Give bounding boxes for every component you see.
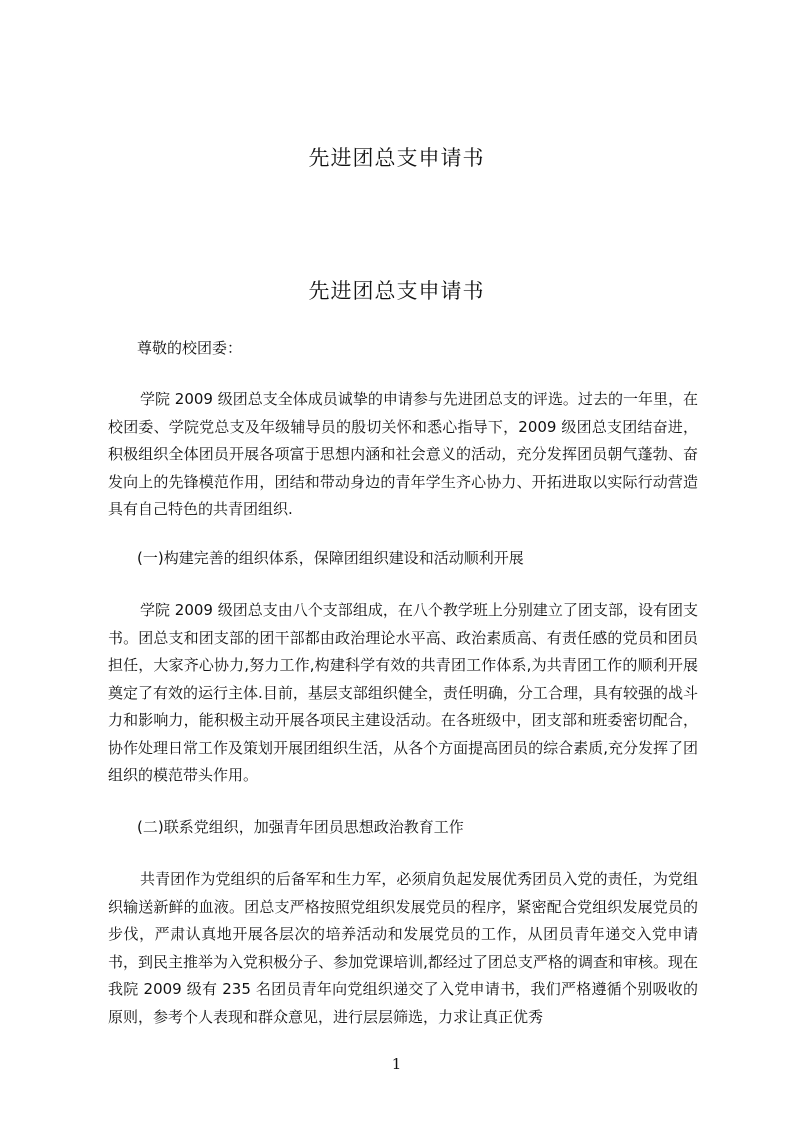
section-heading-2: (二)联系党组织，加强青年团员思想政治教育工作 — [137, 818, 464, 836]
document-title: 先进团总支申请书 — [308, 279, 485, 303]
section-body-1: 学院 2009 级团总支由八个支部组成，在八个教学班上分别建立了团支部，设有团支书。团总支和团支部的团干部都由政治理论水平高、政治素质高、有责任感的党员和团员担任，大家齐心协力,努力工作,构建科学有效的共青团工作体系,为共青团工作的顺利开展奠定了有效的运行主体.目前，基层支部组织健全，责任明确，分工合理，具有较强的战斗力和影响力，能积极主动开展各项民主建设活动。在各班级中，团支部和班委密切配合，协作处理日常工作及策划开展团组织生活，从各个方面提高团员的综合素质,充分发挥了团组织的模范带头作用。 — [108, 601, 698, 784]
cover-title: 先进团总支申请书 — [308, 146, 485, 170]
salutation: 尊敬的校团委： — [137, 339, 243, 357]
page-number: 1 — [391, 1055, 402, 1073]
section-body-2: 共青团作为党组织的后备军和生力军，必须肩负起发展优秀团员入党的责任，为党组织输送新鲜的血液。团总支严格按照党组织发展党员的程序，紧密配合党组织发展党员的步伐，严肃认真地开展各层次的培养活动和发展党员的工作，从团员青年递交入党申请书，到民主推举为入党积极分子、参加党课培训,都经过了团总支严格的调查和审核。现在我院 2009 级有 235 名团员青年向党组织递交了入党申请书，我们严格遵循个别吸收的原则，参考个人表现和群众意见，进行层层筛选，力求让真正优秀 — [108, 870, 698, 1026]
section-heading-1: (一)构建完善的组织体系，保障团组织建设和活动顺利开展 — [137, 549, 524, 567]
intro-paragraph: 学院 2009 级团总支全体成员诚挚的申请参与先进团总支的评选。过去的一年里，在校团委、学院党总支及年级辅导员的殷切关怀和悉心指导下，2009 级团总支团结奋进，积极组织全体团员开展各项富于思想内涵和社会意义的活动，充分发挥团员朝气蓬勃、奋发向上的先锋模范作用，团结和带动身边的青年学生齐心协力、开拓进取以实际行动营造具有自己特色的共青团组织. — [108, 390, 698, 518]
